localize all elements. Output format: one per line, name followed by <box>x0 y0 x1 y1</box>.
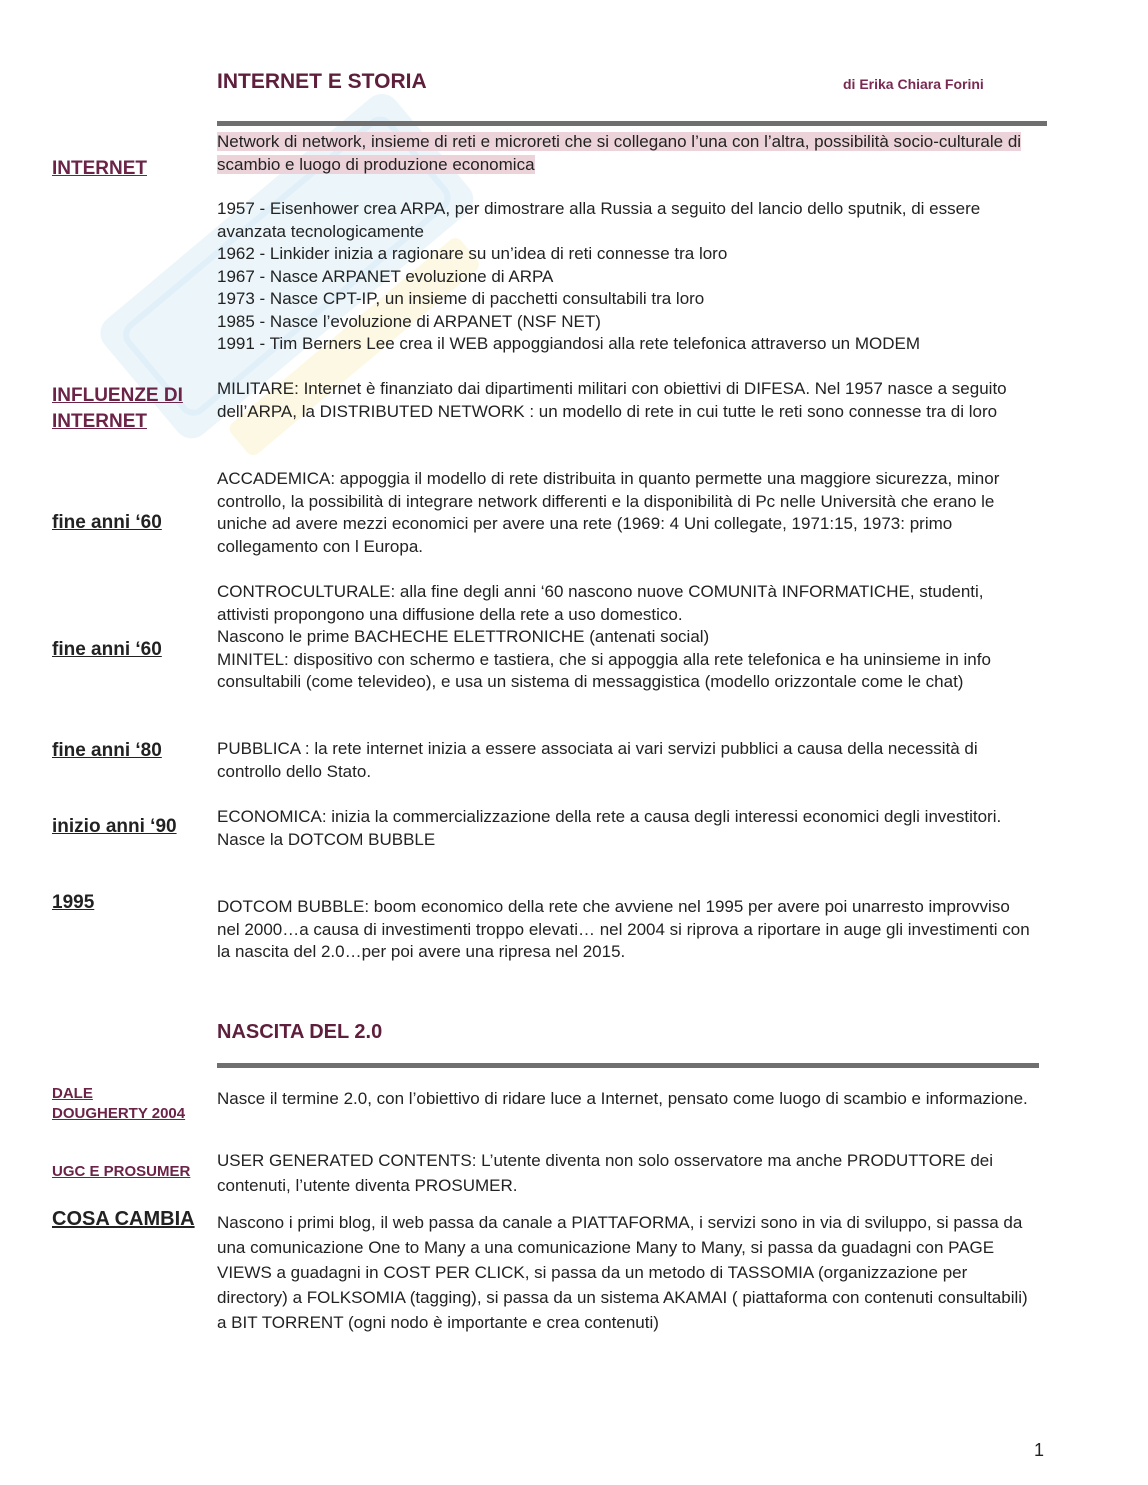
sidebar-label-influenze: INFLUENZE DI INTERNET <box>52 385 183 432</box>
sidebar-label-inizio-90: inizio anni ‘90 <box>52 816 177 837</box>
author-name: di Erika Chiara Forini <box>843 76 984 92</box>
section-title-2-0: NASCITA DEL 2.0 <box>217 1021 383 1043</box>
timeline-list <box>217 198 1037 356</box>
militare-paragraph: MILITARE: Internet è finanziato dai dipartimenti militari con obiettivi di DIFESA. Nel 1957 nasce a seguito dell’ARPA, la DISTRIBUTED NETWORK : un modello di rete in cui tutte le reti sono connesse tra di loro <box>217 379 1007 421</box>
dotcom-birth-text: Nasce la DOTCOM BUBBLE <box>217 829 436 849</box>
section-divider <box>217 1063 1039 1068</box>
controculturale-paragraph <box>217 581 1037 694</box>
page-number: 1 <box>1034 1440 1045 1460</box>
definition-text: Network di network, insieme di reti e microreti che si collegano l’una con l’altra, possibilità socio-culturale di scambio e luogo di produzione economica <box>217 132 1022 174</box>
minitel-text: MINITEL: dispositivo con schermo e tastiera, che si appoggia alla rete telefonica e ha uninsieme in info consultabili (come televideo), e usa un sistema di messaggistica (modello orizzontale come le chat) <box>217 649 991 691</box>
header-divider <box>217 121 1047 126</box>
timeline-item: 1957 - Eisenhower crea ARPA, per dimostrare alla Russia a seguito del lancio dello sputnik, di essere avanzata tecnologicamente <box>217 199 981 241</box>
cosa-cambia-paragraph: Nascono i primi blog, il web passa da canale a PIATTAFORMA, i servizi sono in via di sviluppo, si passa da una comunicazione One to Many a una comunicazione Many to Many, si passa da guadagni con PAGE VIEWS a guadagni in COST PER CLICK, si passa da un metodo di TASSOMIA (organizzazione per directory) a FOLKSOMIA (tagging), si passa da un sistema AKAMAI ( piattaforma con contenuti consultabili) a BIT TORRENT (ogni nodo è importante e crea contenuti) <box>217 1213 1028 1332</box>
timeline-item: 1973 - Nasce CPT-IP, un insieme di pacchetti consultabili tra loro <box>217 289 705 308</box>
accademica-paragraph: ACCADEMICA: appoggia il modello di rete distribuita in quanto permette una maggiore sicurezza, minor controllo, la possibilità di integrare network differenti e la disponibilità di Pc nelle Università che erano le uniche ad avere mezzi economici per avere una rete (1969: 4 Uni collegate, 1971:15, 1973: primo collegamento con l Europa. <box>217 469 1000 556</box>
economica-text: ECONOMICA: inizia la commercializzazione della rete a causa degli interessi economici degli investitori. <box>217 807 1002 826</box>
ugc-paragraph: USER GENERATED CONTENTS: L’utente diventa non solo osservatore ma anche PRODUTTORE dei contenuti, l’utente diventa PROSUMER. <box>217 1151 993 1195</box>
pubblica-paragraph: PUBBLICA : la rete internet inizia a essere associata ai vari servizi pubblici a causa della necessità di controllo dello Stato. <box>217 739 978 781</box>
sidebar-label-fine-80: fine anni ‘80 <box>52 740 162 761</box>
bacheche-text: Nascono le prime BACHECHE ELETTRONICHE (antenati social) <box>217 627 710 646</box>
document-title: INTERNET E STORIA <box>217 70 427 93</box>
sidebar-label-1995: 1995 <box>52 892 95 913</box>
definition-paragraph <box>217 131 1037 176</box>
sidebar-label-dale: DALE DOUGHERTY 2004 <box>52 1085 186 1122</box>
sidebar-label-ugc: UGC E PROSUMER <box>52 1163 191 1180</box>
controculturale-text: CONTROCULTURALE: alla fine degli anni ‘60 nascono nuove COMUNITà INFORMATICHE, studenti, attivisti propongono una diffusione della rete a uso domestico. <box>217 582 984 624</box>
sidebar-label-fine-60-b: fine anni ‘60 <box>52 639 162 660</box>
timeline-item: 1967 - Nasce ARPANET evoluzione di ARPA <box>217 266 554 286</box>
sidebar-label-cosa-cambia: COSA CAMBIA <box>52 1208 195 1230</box>
dotcom-paragraph: DOTCOM BUBBLE: boom economico della rete che avviene nel 1995 per avere poi unarresto improvviso nel 2000…a causa di investimenti troppo elevati… nel 2004 si riprova a riportare in auge gli investimenti con la nascita del 2.0…per poi avere una ripresa nel 2015. <box>217 897 1030 961</box>
timeline-item: 1991 - Tim Berners Lee crea il WEB appoggiandosi alla rete telefonica attraverso un MODEM <box>217 334 921 353</box>
sidebar-label-fine-60-a: fine anni ‘60 <box>52 512 162 533</box>
timeline-item: 1962 - Linkider inizia a ragionare su un’idea di reti connesse tra loro <box>217 244 728 263</box>
timeline-item: 1985 - Nasce l’evoluzione di ARPANET (NSF NET) <box>217 311 601 331</box>
economica-paragraph <box>217 806 1037 851</box>
sidebar-label-internet: INTERNET <box>52 158 147 179</box>
nascita-paragraph: Nasce il termine 2.0, con l’obiettivo di ridare luce a Internet, pensato come luogo di scambio e informazione. <box>217 1089 1028 1108</box>
